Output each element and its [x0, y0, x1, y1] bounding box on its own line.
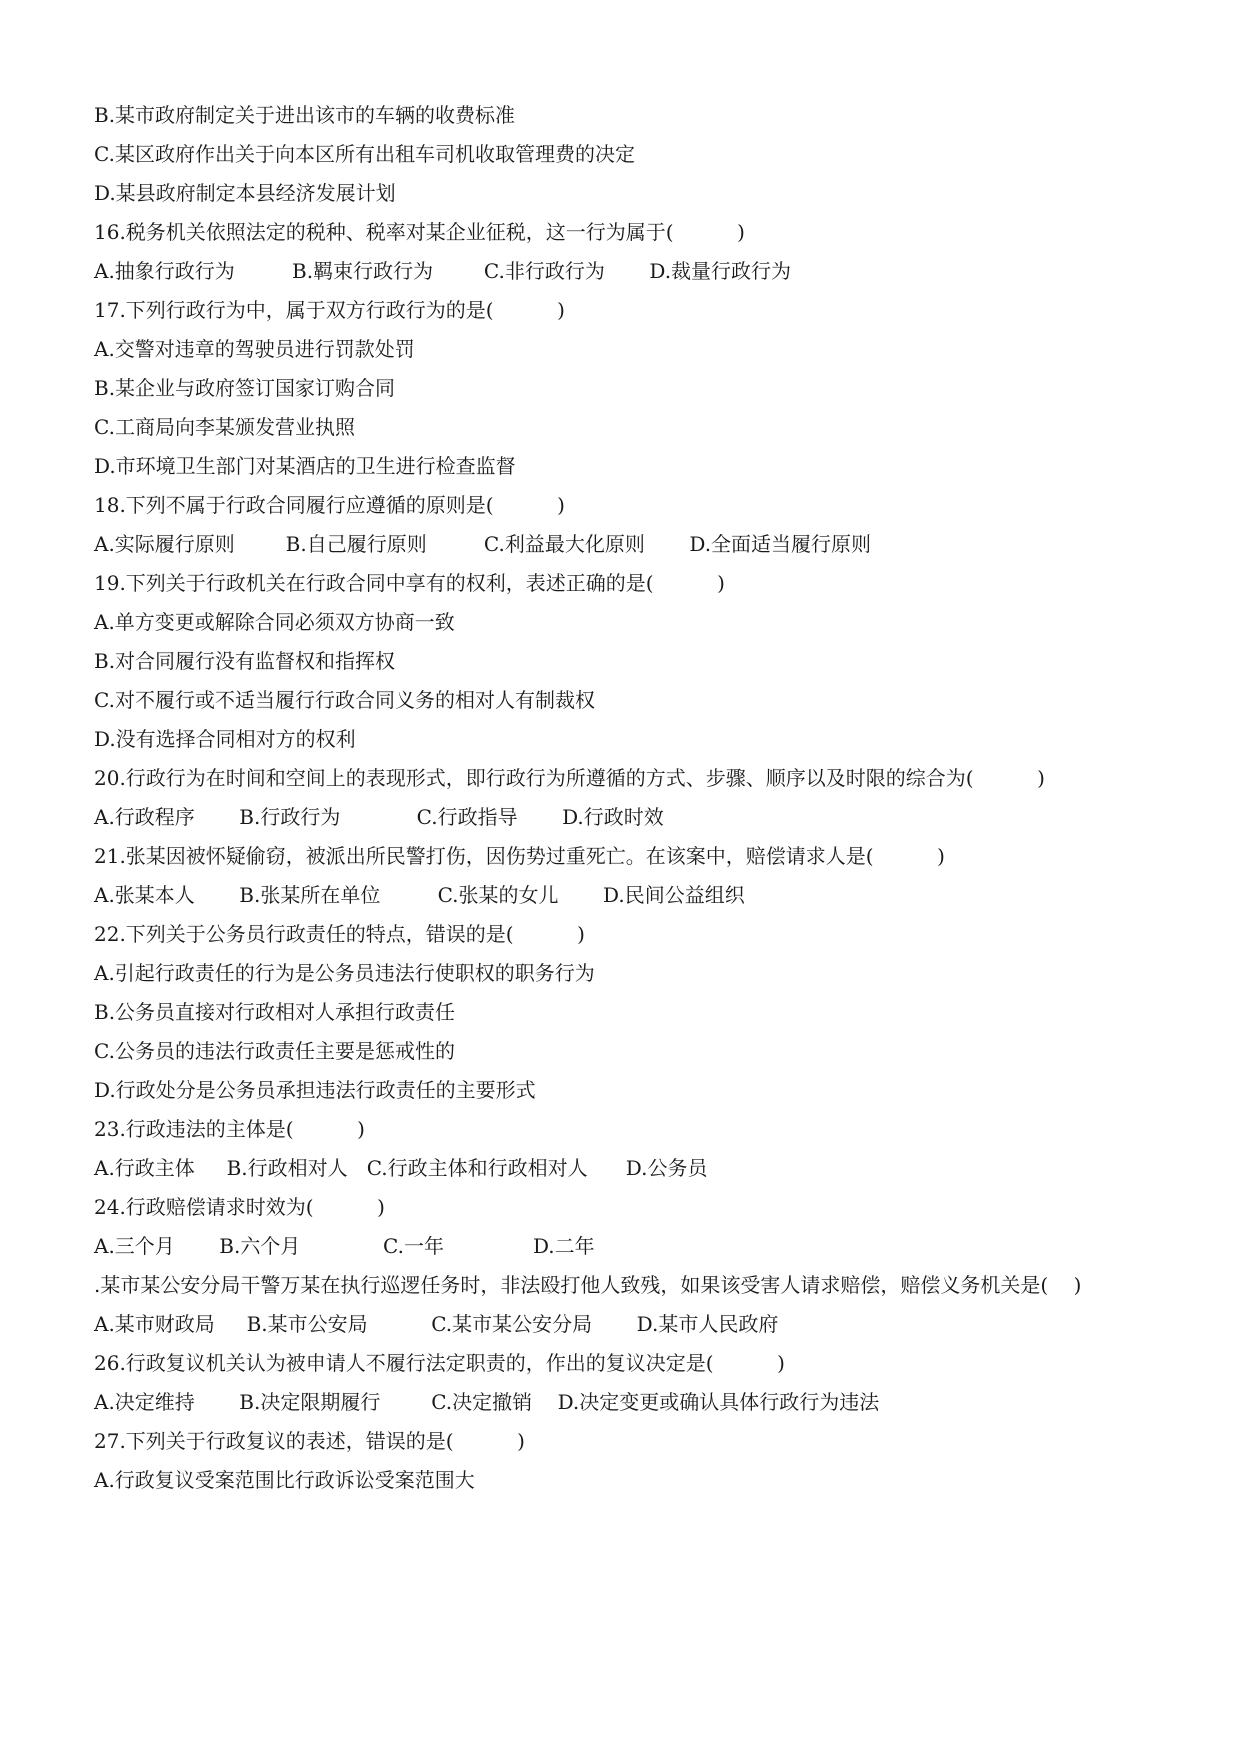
option-line: D.行政处分是公务员承担违法行政责任的主要形式: [94, 1078, 536, 1102]
option-line: C.对不履行或不适当履行行政合同义务的相对人有制裁权: [94, 688, 595, 712]
question-25: .某市某公安分局干警万某在执行巡逻任务时，非法殴打他人致残，如果该受害人请求赔偿，赔偿义务机关是( ): [94, 1273, 1082, 1297]
option-line: D.没有选择合同相对方的权利: [94, 727, 356, 751]
options-23: A.行政主体 B.行政相对人 C.行政主体和行政相对人 D.公务员: [94, 1156, 708, 1180]
option-line: B.某企业与政府签订国家订购合同: [94, 376, 396, 400]
option-line: A.行政复议受案范围比行政诉讼受案范围大: [94, 1468, 475, 1492]
text-line: C.某区政府作出关于向本区所有出租车司机收取管理费的决定: [94, 142, 635, 166]
question-18: 18.下列不属于行政合同履行应遵循的原则是( ): [94, 493, 565, 517]
option-line: D.市环境卫生部门对某酒店的卫生进行检查监督: [94, 454, 516, 478]
option-line: B.对合同履行没有监督权和指挥权: [94, 649, 396, 673]
option-line: B.公务员直接对行政相对人承担行政责任: [94, 1000, 456, 1024]
options-16: A.抽象行政行为 B.羁束行政行为 C.非行政行为 D.裁量行政行为: [94, 259, 792, 283]
question-17: 17.下列行政行为中，属于双方行政行为的是( ): [94, 298, 565, 322]
question-19: 19.下列关于行政机关在行政合同中享有的权利，表述正确的是( ): [94, 571, 725, 595]
question-21: 21.张某因被怀疑偷窃，被派出所民警打伤，因伤势过重死亡。在该案中，赔偿请求人是( ): [94, 844, 945, 868]
option-line: A.交警对违章的驾驶员进行罚款处罚: [94, 337, 415, 361]
options-24: A.三个月 B.六个月 C.一年 D.二年: [94, 1234, 595, 1258]
question-20: 20.行政行为在时间和空间上的表现形式，即行政行为所遵循的方式、步骤、顺序以及时限的综合为( ): [94, 766, 1045, 790]
options-21: A.张某本人 B.张某所在单位 C.张某的女儿 D.民间公益组织: [94, 883, 745, 907]
text-line: B.某市政府制定关于进出该市的车辆的收费标准: [94, 103, 516, 127]
options-25: A.某市财政局 B.某市公安局 C.某市某公安分局 D.某市人民政府: [94, 1312, 779, 1336]
question-26: 26.行政复议机关认为被申请人不履行法定职责的，作出的复议决定是( ): [94, 1351, 785, 1375]
text-line: D.某县政府制定本县经济发展计划: [94, 181, 396, 205]
option-line: C.公务员的违法行政责任主要是惩戒性的: [94, 1039, 455, 1063]
question-16: 16.税务机关依照法定的税种、税率对某企业征税，这一行为属于( ): [94, 220, 745, 244]
question-22: 22.下列关于公务员行政责任的特点，错误的是( ): [94, 922, 585, 946]
question-23: 23.行政违法的主体是( ): [94, 1117, 365, 1141]
question-24: 24.行政赔偿请求时效为( ): [94, 1195, 385, 1219]
options-20: A.行政程序 B.行政行为 C.行政指导 D.行政时效: [94, 805, 664, 829]
option-line: A.引起行政责任的行为是公务员违法行使职权的职务行为: [94, 961, 595, 985]
options-26: A.决定维持 B.决定限期履行 C.决定撤销 D.决定变更或确认具体行政行为违法: [94, 1390, 880, 1414]
question-27: 27.下列关于行政复议的表述，错误的是( ): [94, 1429, 525, 1453]
option-line: A.单方变更或解除合同必须双方协商一致: [94, 610, 455, 634]
options-18: A.实际履行原则 B.自己履行原则 C.利益最大化原则 D.全面适当履行原则: [94, 532, 872, 556]
option-line: C.工商局向李某颁发营业执照: [94, 415, 355, 439]
